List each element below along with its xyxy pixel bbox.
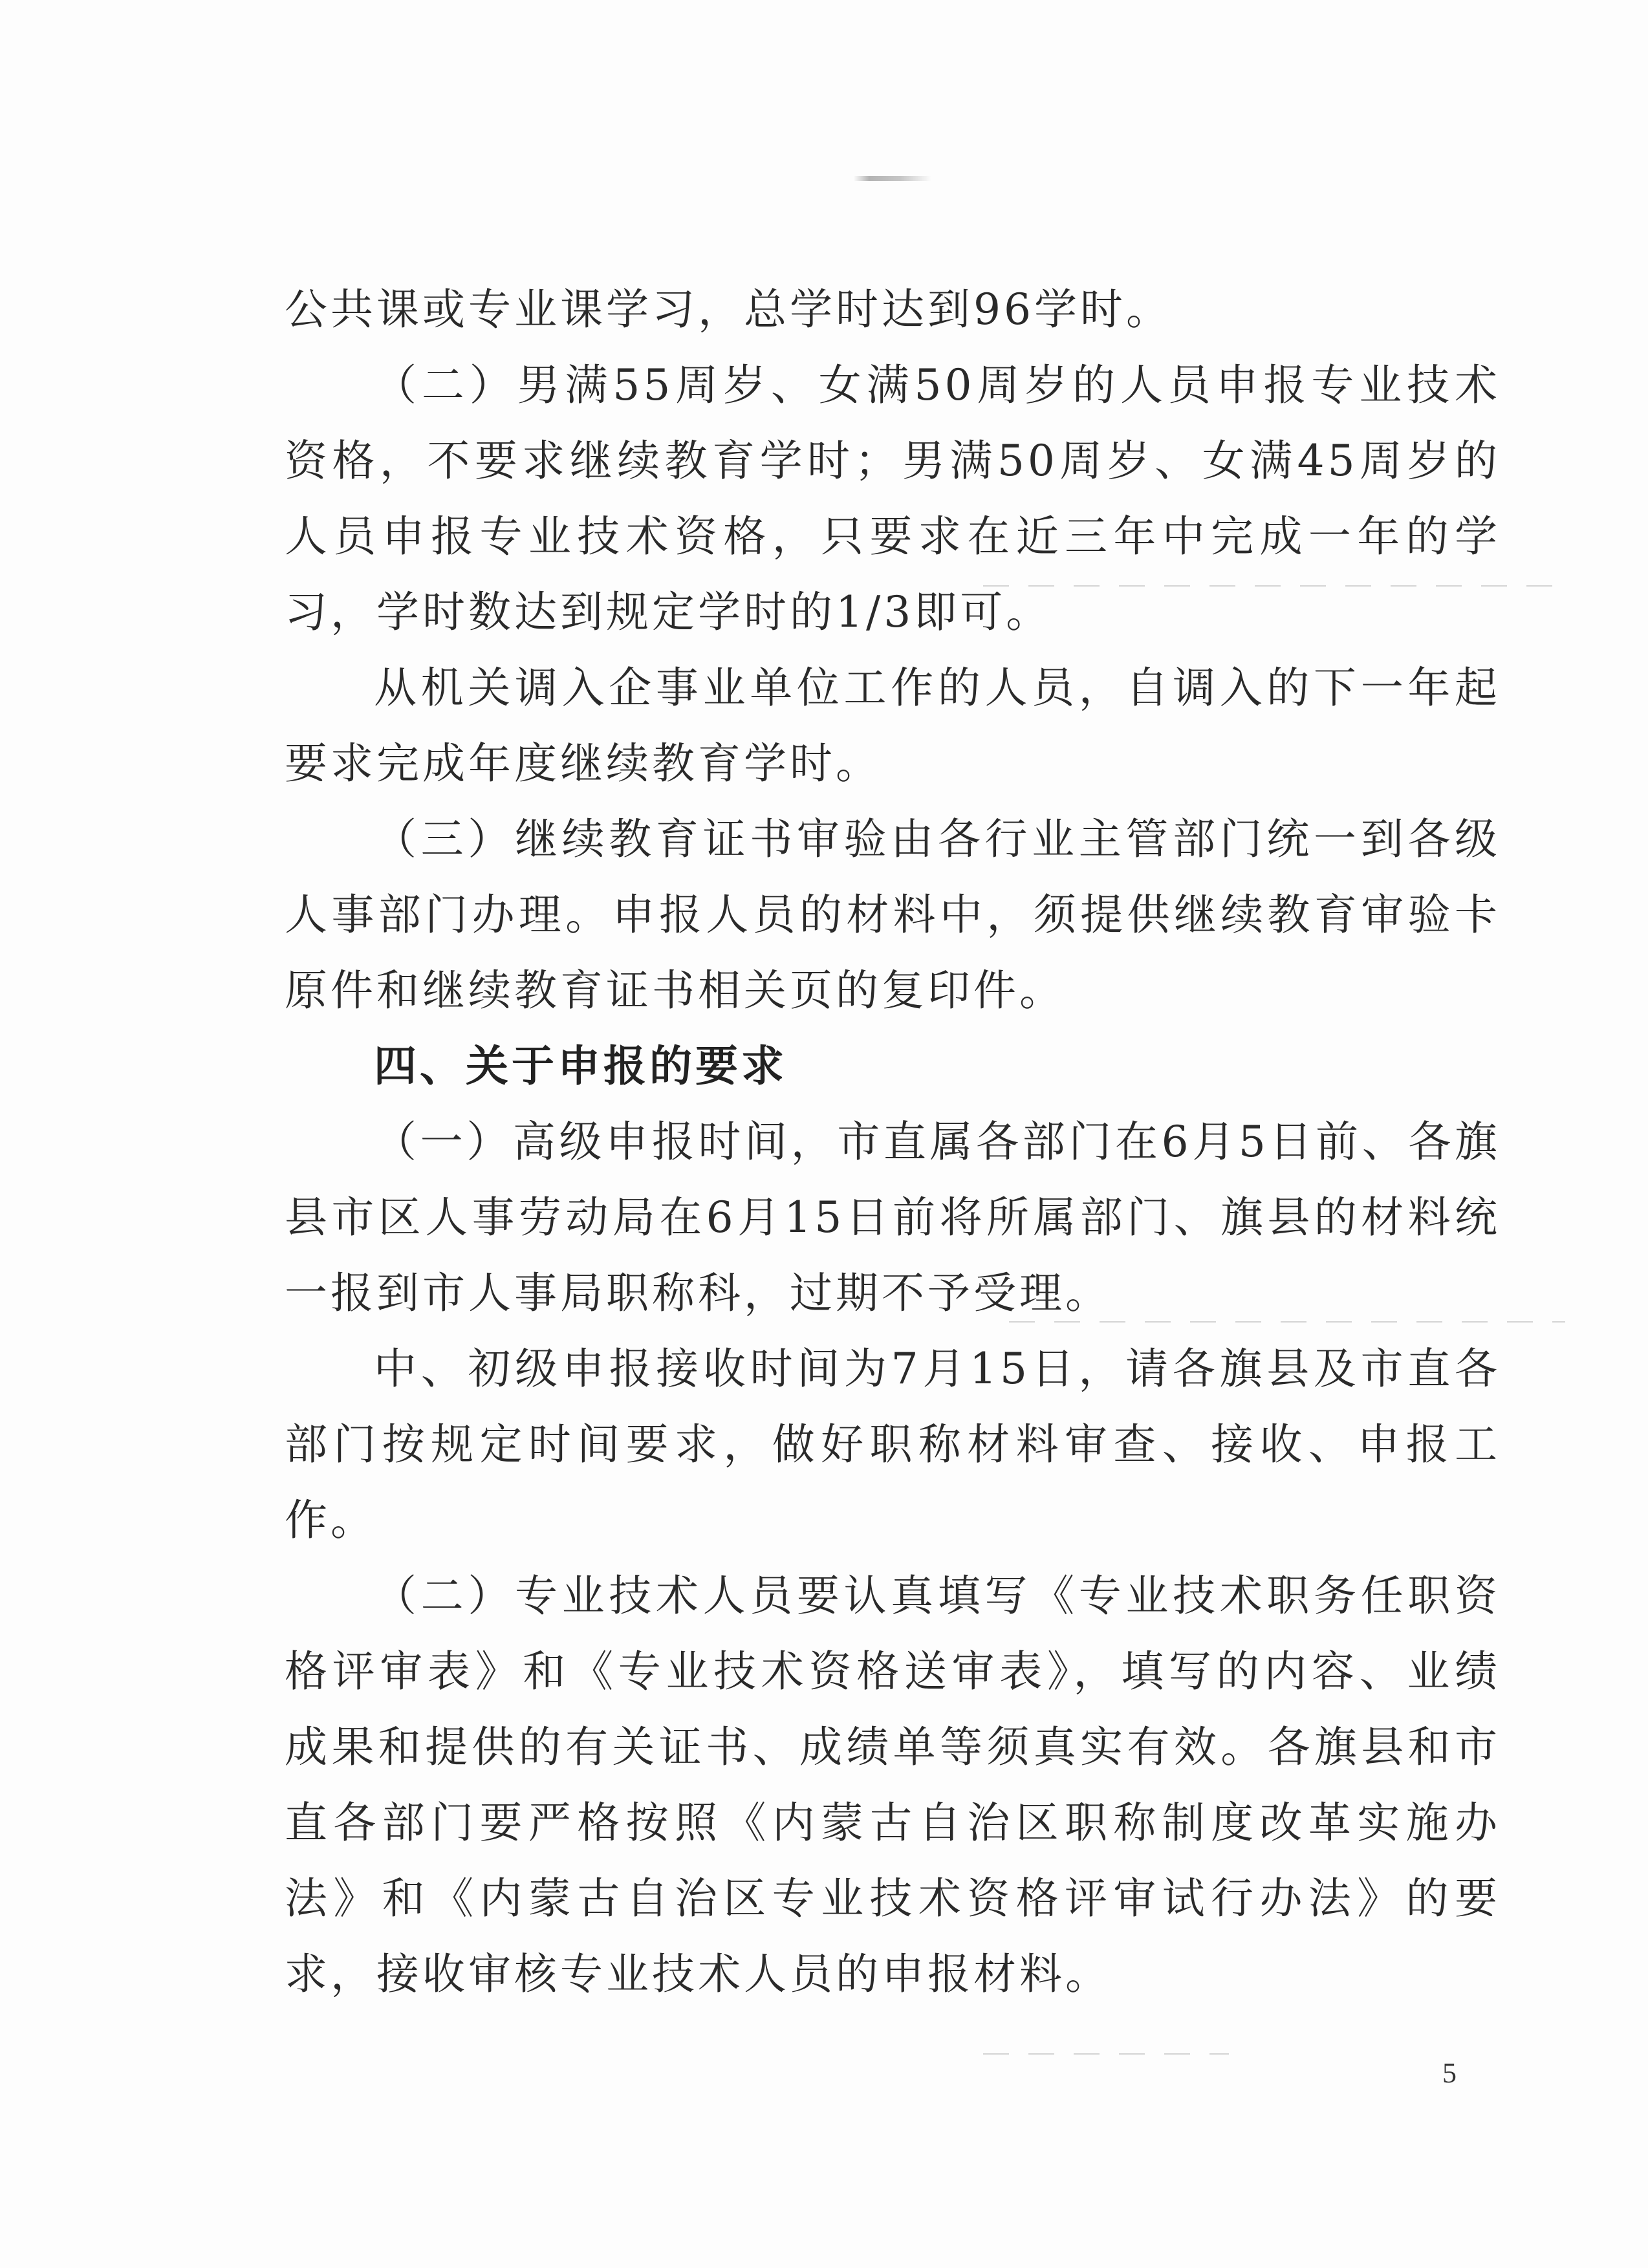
scan-artifact-line xyxy=(983,2053,1229,2055)
paragraph: （二）男满55周岁、女满50周岁的人员申报专业技术资格，不要求继续教育学时；男满50周岁、女满45周岁的人员申报专业技术资格，只要求在近三年中完成一年的学习，学时数达到规定学时的1/3即可。 xyxy=(285,360,1501,637)
paragraph: （三）继续教育证书审验由各行业主管部门统一到各级人事部门办理。申报人员的材料中，须提供继续教育审验卡原件和继续教育证书相关页的复印件。 xyxy=(285,814,1501,1015)
paragraph: 公共课或专业课学习，总学时达到96学时。 xyxy=(285,285,1172,334)
scan-artifact xyxy=(854,176,931,181)
section-heading: 四、关于申报的要求 xyxy=(374,1041,787,1091)
document-body xyxy=(285,272,1501,2012)
paragraph: 中、初级申报接收时间为7月15日，请各旗县及市直各部门按规定时间要求，做好职称材料审查、接收、申报工作。 xyxy=(285,1344,1501,1545)
paragraph: 从机关调入企事业单位工作的人员，自调入的下一年起要求完成年度继续教育学时。 xyxy=(285,663,1501,788)
paragraph: （二）专业技术人员要认真填写《专业技术职务任职资格评审表》和《专业技术资格送审表》，填写的内容、业绩成果和提供的有关证书、成绩单等须真实有效。各旗县和市直各部门要严格按照《内蒙古自治区职称制度改革实施办法》和《内蒙古自治区专业技术资格评审试行办法》的要求，接收审核专业技术人员的申报材料。 xyxy=(285,1571,1501,1999)
page-number: 5 xyxy=(1442,2057,1457,2089)
paragraph: （一）高级申报时间，市直属各部门在6月5日前、各旗县市区人事劳动局在6月15日前将所属部门、旗县的材料统一报到市人事局职称科，过期不予受理。 xyxy=(285,1117,1501,1318)
